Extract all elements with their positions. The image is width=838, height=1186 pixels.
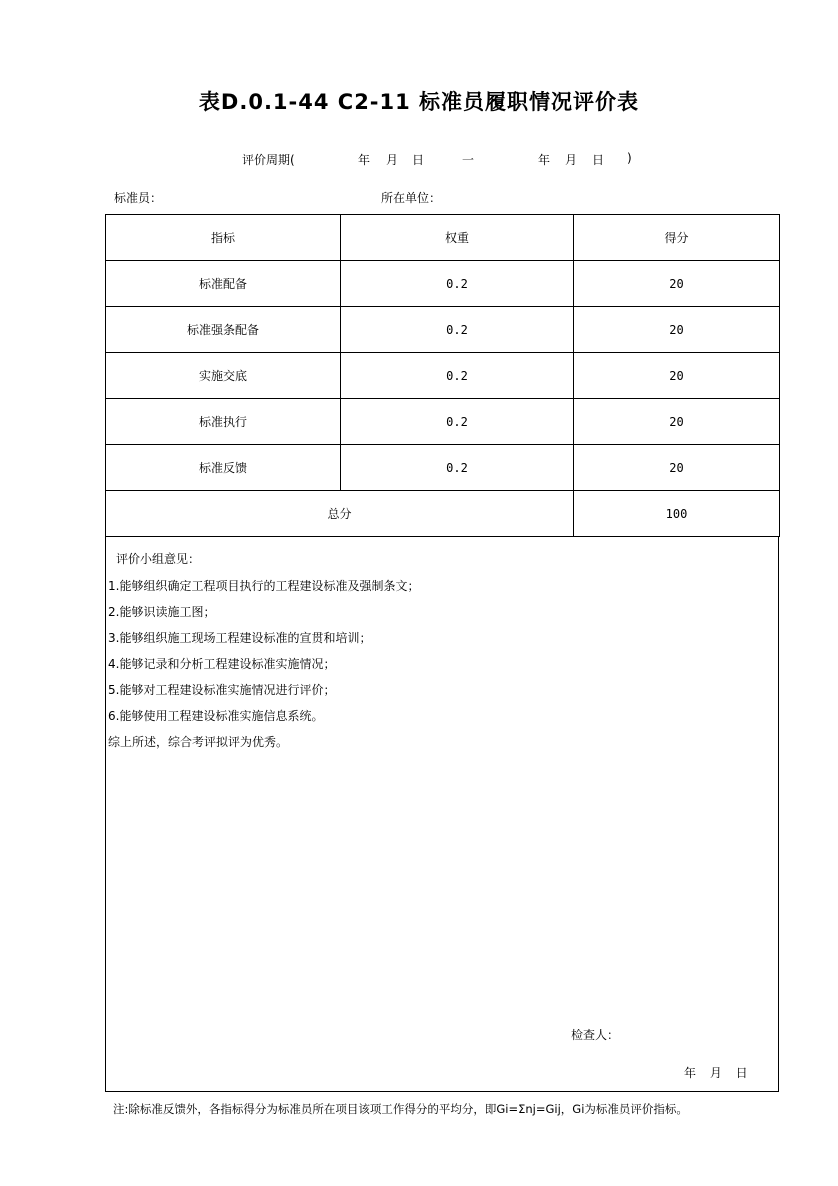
indicator-cell: 标准强条配备: [106, 307, 341, 353]
list-item: 5.能够对工程建设标准实施情况进行评价；: [108, 683, 336, 697]
table-row: [106, 307, 780, 353]
unit-label: 所在单位：: [381, 191, 442, 205]
opinion-list: [108, 578, 419, 760]
score-cell: 20: [574, 445, 780, 491]
page-title: 表D.0.1-44 C2-11 标准员履职情况评价表: [198, 90, 640, 114]
weight-cell: 0.2: [341, 399, 574, 445]
list-item: 综上所述，综合考评拟评为优秀。: [108, 735, 289, 749]
table-row: [106, 399, 780, 445]
list-item: 4.能够记录和分析工程建设标准实施情况；: [108, 657, 336, 671]
weight-cell: 0.2: [341, 445, 574, 491]
table-row: [106, 261, 780, 307]
list-item: 1.能够组织确定工程项目执行的工程建设标准及强制条文；: [108, 579, 420, 593]
period-day-2: 日: [592, 153, 605, 167]
signature-date: 年 月 日: [684, 1066, 748, 1080]
score-cell: 20: [574, 307, 780, 353]
weight-cell: 0.2: [341, 353, 574, 399]
period-month-2: 月: [565, 153, 578, 167]
header-weight: 权重: [341, 215, 574, 261]
indicator-cell: 标准反馈: [106, 445, 341, 491]
list-item: 3.能够组织施工现场工程建设标准的宣贯和培训；: [108, 631, 372, 645]
score-cell: 20: [574, 261, 780, 307]
score-cell: 20: [574, 399, 780, 445]
score-cell: 20: [574, 353, 780, 399]
evaluation-table: [105, 214, 780, 537]
period-month-1: 月: [386, 153, 399, 167]
indicator-cell: 标准配备: [106, 261, 341, 307]
header-indicator: 指标: [106, 215, 341, 261]
table-row: [106, 445, 780, 491]
total-label: 总分: [106, 491, 574, 537]
table-row: [106, 353, 780, 399]
table-header-row: [106, 215, 780, 261]
weight-cell: 0.2: [341, 307, 574, 353]
total-score: 100: [574, 491, 780, 537]
weight-cell: 0.2: [341, 261, 574, 307]
footnote: 注:除标准反馈外，各指标得分为标准员所在项目该项工作得分的平均分，即Gi=Σnj=Gij，Gi为标准员评价指标。: [113, 1102, 688, 1116]
period-label: 评价周期(: [242, 153, 295, 167]
period-year-2: 年: [538, 153, 551, 167]
staff-label: 标准员：: [114, 191, 163, 205]
period-year-1: 年: [358, 153, 371, 167]
period-dash: 一: [462, 153, 475, 167]
period-day-1: 日: [412, 153, 425, 167]
list-item: 6.能够使用工程建设标准实施信息系统。: [108, 709, 324, 723]
indicator-cell: 实施交底: [106, 353, 341, 399]
period-close: ): [627, 151, 632, 165]
indicator-cell: 标准执行: [106, 399, 341, 445]
opinion-title: 评价小组意见：: [116, 552, 201, 566]
total-row: [106, 491, 780, 537]
opinion-section: [105, 536, 779, 1092]
list-item: 2.能够识读施工图；: [108, 605, 216, 619]
inspector-label: 检查人：: [571, 1028, 620, 1042]
header-score: 得分: [574, 215, 780, 261]
